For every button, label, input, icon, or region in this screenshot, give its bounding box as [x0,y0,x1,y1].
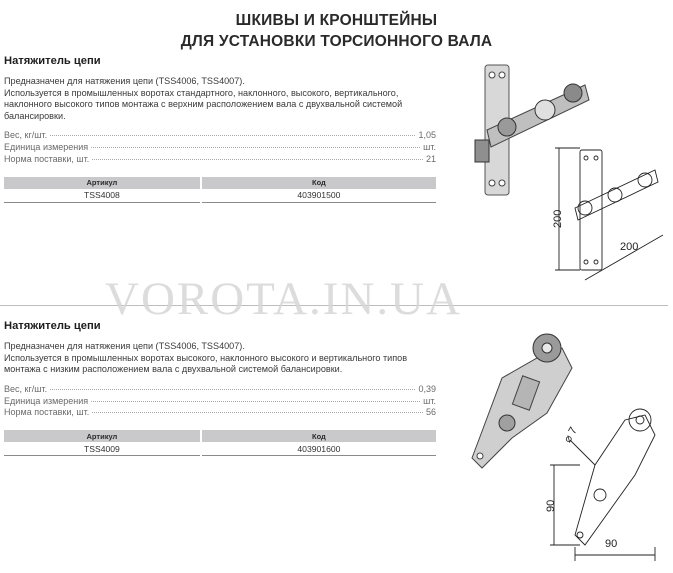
spec-label: Норма поставки, шт. [4,407,90,418]
page-title-line2: ДЛЯ УСТАНОВКИ ТОРСИОННОГО ВАЛА [180,33,493,50]
column-header-code: Код [201,430,436,442]
description-line: Используется в промышленных воротах высокого, наклонного высокого и вертикального типов [4,352,408,363]
spec-list [4,130,436,165]
watermark: VOROTA.IN.UA [105,273,463,325]
dimension-drawing-1 [545,140,670,290]
dimension-drawing-2 [540,395,668,565]
article-table [4,177,436,203]
column-header-article: Артикул [4,177,201,189]
article-table [4,430,436,456]
description-line: наклонного высокого типов монтажа с верхним расположением вала с двухвальной системой [4,99,403,110]
spec-row-unit [4,396,436,408]
leader-dots [91,147,420,148]
table-header [4,430,436,442]
dimension-width-label: 200 [620,241,639,253]
product-section-2 [4,320,436,456]
spec-row-weight [4,130,436,142]
code-cell: 403901600 [201,442,436,456]
spec-row-quantity [4,154,436,166]
spec-label: Вес, кг/шт. [4,130,48,141]
spec-label: Единица измерения [4,395,89,406]
description-line: балансировки. [4,110,66,121]
article-cell: TSS4008 [4,189,201,203]
product-section-1 [4,55,436,203]
table-header [4,177,436,189]
description-line: Используется в промышленных воротах стандартного, наклонного, высокого, вертикального, [4,87,399,98]
product-description [4,76,436,122]
spec-row-quantity [4,407,436,419]
leader-dots [91,401,420,402]
spec-row-unit [4,142,436,154]
leader-dots [92,159,423,160]
product-description [4,341,436,376]
dimension-height-label: 200 [552,209,564,228]
product-title: Натяжитель цепи [4,55,101,67]
spec-label: Вес, кг/шт. [4,383,48,394]
page-title [0,10,673,52]
code-cell: 403901500 [201,189,436,203]
column-header-article: Артикул [4,430,201,442]
spec-list [4,384,436,419]
table-row [4,189,436,203]
leader-dots [50,389,415,390]
leader-dots [50,135,415,136]
spec-value: 0,39 [418,383,436,394]
spec-label: Единица измерения [4,142,89,153]
spec-value: шт. [423,395,436,406]
table-row [4,442,436,456]
article-cell: TSS4009 [4,442,201,456]
spec-label: Норма поставки, шт. [4,153,90,164]
column-header-code: Код [201,177,436,189]
spec-value: 1,05 [418,130,436,141]
spec-value: 56 [425,407,436,418]
page-title-line1: ШКИВЫ И КРОНШТЕЙНЫ [235,12,438,29]
description-line: Предназначен для натяжения цепи (TSS4006, TSS4007). [4,76,245,86]
description-line: Предназначен для натяжения цепи (TSS4006, TSS4007). [4,341,245,351]
spec-value: 21 [425,153,436,164]
spec-row-weight [4,384,436,396]
description-line: монтажа с низким расположением вала с двухвальной системой балансировки. [4,364,343,375]
leader-dots [92,412,423,413]
dimension-height-label: 90 [545,499,557,512]
dimension-diameter-label: ⌀ 7 [561,425,580,445]
spec-value: шт. [423,142,436,153]
product-title: Натяжитель цепи [4,320,101,332]
dimension-width-label: 90 [605,538,618,550]
